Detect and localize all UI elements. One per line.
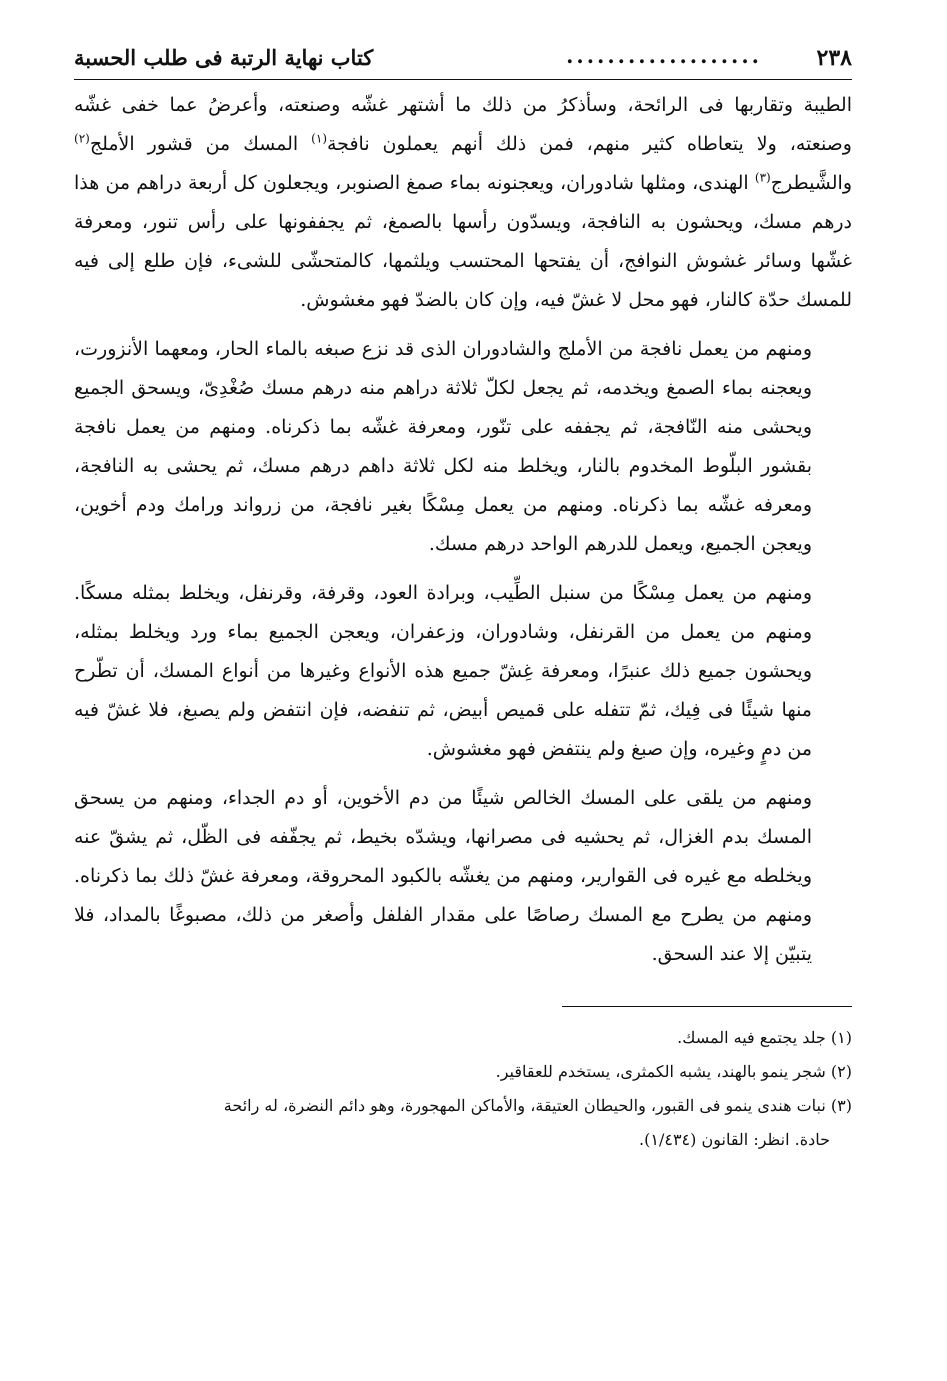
running-title: كتاب نهاية الرتبة فى طلب الحسبة xyxy=(74,45,374,70)
footnote-2 xyxy=(74,1055,852,1089)
footnotes xyxy=(74,1021,852,1157)
footnote-1-mark: (١) xyxy=(830,1028,852,1047)
page-header xyxy=(74,36,852,80)
page-number: ٢٣٨ xyxy=(816,45,852,71)
paragraph-1-text-a: الطيبة وتقاربها فى الرائحة، وسأذكرُ من ذلك ما أشتهر غشّه وصنعته، وأعرضُ عما خفى غشّه وصنعته، ولا يتعاطاه كثير منهم، فمن ذلك أنهم يعملون نافجة xyxy=(74,94,852,155)
paragraph-1-text-b: المسك من قشور الأملج xyxy=(89,133,299,155)
book-page xyxy=(74,36,852,1157)
paragraph-2: ومنهم من يعمل نافجة من الأملج والشادوران الذى قد نزع صبغه بالماء الحار، ومعهما الأنزورت، ويعجنه بماء الصمغ ويخدمه، ثم يجعل لكلّ ثلاثة دراهم منه درهم مسك صُغْدِىّ، ويسحق الجميع ويحشى منه النّافجة، ثم يجففه على تنّور، ومعرفة غشّه بما ذكرناه. ومنهم من يعمل نافجة بقشور البلّوط المخدوم بالنار، ويخلط منه لكل ثلاثة داهم درهم مسك، ثم يحشى به النافجة، ومعرفه غشّه بما ذكرناه. ومنهم من يعمل مِسْكًا بغير نافجة، من زرواند ورامك ودم أخوين، ويعجن الجميع، ويعمل للدرهم الواحد درهم مسك. xyxy=(74,338,812,555)
paragraph-1-text-c: والشَّيطرج xyxy=(770,172,852,194)
footnote-1-text: جلد يجتمع فيه المسك. xyxy=(677,1028,826,1047)
paragraph-4: ومنهم من يلقى على المسك الخالص شيئًا من دم الأخوين، أو دم الجداء، ومنهم من يسحق المسك بدم الغزال، ثم يحشيه فى مصرانها، ويشدّه بخيط، ثم يجفّفه فى الظّل، ثم يشقّ عنه ويخلطه مع غيره فى القوارير، ومنهم من يغشّه بالكبود المحروقة، ومعرفة غشّ ذلك بما ذكرناه. ومنهم من يطرح مع المسك رصاصًا على مقدار الفلفل وأصغر من ذلك، مصبوغًا بالمداد، فلا يتبيّن إلا عند السحق. xyxy=(74,787,812,965)
footnote-3-text: نبات هندى ينمو فى القبور، والحيطان العتيقة، والأماكن المهجورة، وهو دائم النضرة، له رائحة xyxy=(223,1096,826,1115)
paragraph-1-text-d: الهندى، ومثلها شادوران، ويعجنونه بماء صمغ الصنوبر، ويجعلون كل أربعة دراهم من هذا درهم مسك، ويحشون به النافجة، ويسدّون رأسها بالصمغ، ثم يجففونها على رأس تنور، ومعرفة غشّها وسائر غشوش النوافج، أن يفتحها المحتسب ويلثمها، كالمتحشّى للشىء، فإن طلع إلى فيه للمسك حدّة كالنار، فهو محل لا غشّ فيه، وإن كان بالضدّ فهو مغشوش. xyxy=(74,172,852,311)
footnote-separator xyxy=(562,1006,852,1007)
footnote-3 xyxy=(74,1089,852,1157)
footnote-mark-2: (٢) xyxy=(74,131,90,146)
footnote-1 xyxy=(74,1021,852,1055)
footnote-3-continuation: حادة. انظر: القانون (١/٤٣٤). xyxy=(639,1130,830,1149)
footnote-2-text: شجر ينمو بالهند، يشبه الكمثرى، يستخدم للعقاقير. xyxy=(495,1062,826,1081)
footnote-2-mark: (٢) xyxy=(830,1062,852,1081)
paragraph-1 xyxy=(74,86,852,320)
footnote-3-mark: (٣) xyxy=(830,1096,852,1115)
footnote-mark-3: (٣) xyxy=(754,170,771,185)
page-body xyxy=(74,86,852,974)
footnote-mark-1: (١) xyxy=(311,131,327,146)
paragraph-3: ومنهم من يعمل مِسْكًا من سنبل الطِّيب، وبرادة العود، وقرفة، وقرنفل، ويخلط بمثله مسكًا. ومنهم من يعمل من القرنفل، وشادوران، وزعفران، ويعجن الجميع بماء ورد ويخلط بمثله، ويحشون جميع ذلك عنبرًا، ومعرفة غِشّ جميع هذه الأنواع وغيرها من أنواع المسك، أن تطّرح منها شيئًا فى فِيك، ثمّ تتفله على قميص أبيض، ثم تنفضه، فإن انتفض ولم يصبغ، فلا غشّ فيه من دمٍ وغيره، وإن صبغ ولم ينتفض فهو مغشوش. xyxy=(74,582,812,760)
header-leader-dots: ................... xyxy=(566,43,762,68)
